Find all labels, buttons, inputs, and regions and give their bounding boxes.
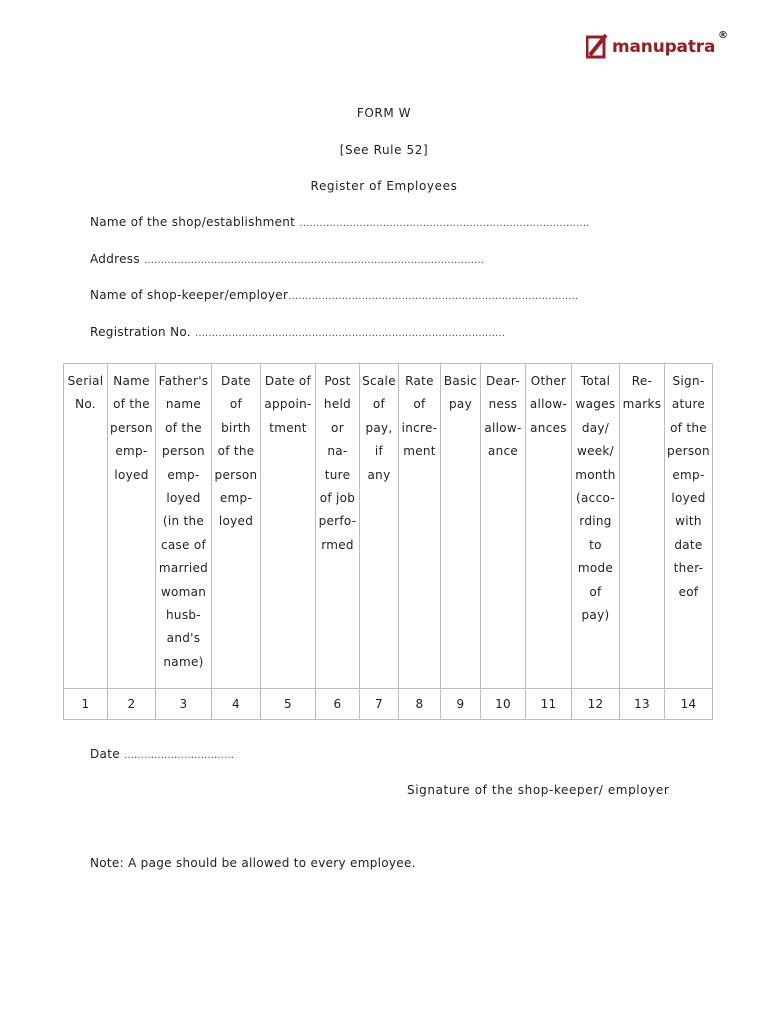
column-header-line: Total: [580, 374, 611, 388]
shop-name-field: [90, 215, 589, 229]
column-header-line: birth: [221, 420, 251, 435]
column-header-line: perfo-: [318, 514, 357, 529]
table-header-row: [64, 364, 713, 689]
column-header-line: No.: [75, 397, 96, 412]
registration-label: Registration No.: [90, 325, 191, 339]
column-header-line: woman: [160, 584, 207, 599]
column-number: 1: [64, 689, 108, 720]
date-field: [90, 747, 234, 761]
column-header-line: Father's: [158, 374, 209, 388]
column-header-line: marks: [622, 397, 662, 412]
column-header-line: of the: [113, 397, 150, 412]
column-header-line: (in the: [162, 514, 205, 529]
signature-line: Signature of the shop-keeper/ employer: [407, 783, 670, 797]
column-header-line: if: [374, 444, 384, 459]
column-header-line: person: [162, 444, 205, 459]
column-header-line: loyed: [671, 491, 706, 506]
column-header-line: emp-: [672, 467, 705, 482]
column-header-line: ment: [403, 444, 436, 459]
column-header-line: ances: [530, 420, 567, 435]
column-header-line: held: [323, 397, 352, 412]
column-header-line: Other: [530, 374, 567, 388]
column-header-line: of the: [670, 420, 707, 435]
column-header-line: Sign-: [672, 374, 705, 388]
manupatra-logo-icon: [586, 34, 608, 60]
column-header-line: eof: [678, 584, 699, 599]
column-header-line: emp-: [115, 444, 148, 459]
column-number: 5: [261, 689, 316, 720]
column-header-line: or: [331, 420, 344, 435]
column-header-line: loyed: [218, 514, 254, 529]
column-header-line: allow-: [484, 420, 522, 435]
column-header-line: of: [229, 397, 243, 412]
column-header-line: Dear-: [486, 374, 520, 388]
manupatra-logo: [586, 30, 728, 62]
column-header-line: to: [589, 537, 602, 552]
column-header-line: week/: [576, 444, 615, 459]
column-number-row: [64, 689, 713, 720]
column-header-line: of: [413, 397, 426, 412]
column-header-line: allow-: [529, 397, 568, 412]
column-header-line: rmed: [321, 537, 354, 552]
column-header: [620, 364, 665, 689]
column-header-line: husb-: [166, 608, 201, 623]
column-header-line: of: [372, 397, 386, 412]
address-label: Address: [90, 252, 140, 266]
column-header-line: pay,: [365, 420, 393, 435]
column-number: 12: [572, 689, 620, 720]
column-header: [360, 364, 399, 689]
column-header: [156, 364, 212, 689]
column-header-line: person: [110, 420, 153, 435]
date-dots: ……………………………: [124, 750, 235, 761]
column-header-line: name: [165, 397, 202, 412]
column-header-line: and's: [166, 631, 201, 646]
column-header-line: Re-: [631, 374, 653, 388]
column-header-line: ance: [487, 444, 519, 459]
column-header: [572, 364, 620, 689]
form-title: FORM W: [356, 106, 412, 120]
employer-dots: ……………………………………………………………………………: [288, 291, 579, 302]
employer-field: [90, 288, 578, 302]
column-header-line: wages: [575, 397, 616, 412]
column-header-line: of the: [217, 444, 255, 459]
shop-name-dots: ……………………………………………………………………………: [299, 218, 590, 229]
column-header-line: person: [667, 444, 710, 459]
column-header-line: loyed: [114, 467, 149, 482]
address-field: [90, 252, 484, 266]
column-header-line: name): [163, 654, 204, 669]
column-number: 14: [665, 689, 713, 720]
column-header-line: appoin-: [264, 397, 312, 412]
column-header-line: Date of: [264, 374, 312, 388]
column-header-line: month: [575, 467, 616, 482]
column-header-line: emp-: [167, 467, 200, 482]
column-header-line: any: [367, 467, 391, 482]
register-table: [63, 363, 713, 720]
column-header-line: ther-: [673, 561, 704, 576]
column-header-line: married: [158, 561, 209, 576]
column-number: 13: [620, 689, 665, 720]
column-header: [399, 364, 441, 689]
column-header: [212, 364, 261, 689]
column-header-line: incre-: [401, 420, 438, 435]
column-header: [665, 364, 713, 689]
address-dots: …………………………………………………………………………………………: [144, 255, 485, 266]
column-header-line: Serial: [67, 374, 104, 388]
column-header-line: with: [675, 514, 702, 529]
rule-reference: [See Rule 52]: [339, 143, 429, 157]
column-header-line: case of: [160, 537, 207, 552]
logo-text: manupatra: [612, 37, 716, 57]
column-number: 11: [526, 689, 572, 720]
column-header-line: ness: [488, 397, 518, 412]
column-header-line: day/: [581, 420, 610, 435]
column-header: [261, 364, 316, 689]
note-text: Note: A page should be allowed to every employee.: [90, 856, 416, 870]
registration-field: [90, 325, 505, 339]
column-header: [108, 364, 156, 689]
column-number: 6: [316, 689, 360, 720]
column-number: 10: [481, 689, 526, 720]
column-header-line: Scale: [362, 374, 396, 388]
column-header: [481, 364, 526, 689]
column-header-line: Rate: [405, 374, 434, 388]
column-header: [64, 364, 108, 689]
column-header-line: of job: [319, 491, 356, 506]
column-header-line: date: [674, 537, 703, 552]
registration-dots: …………………………………………………………………………………: [195, 328, 506, 339]
employer-label: Name of shop-keeper/employer: [90, 288, 289, 302]
date-label: Date: [90, 747, 120, 761]
column-number: 2: [108, 689, 156, 720]
column-header-line: pay): [581, 608, 610, 623]
column-header-line: ture: [324, 467, 351, 482]
column-header-line: pay: [449, 397, 472, 412]
column-number: 4: [212, 689, 261, 720]
column-header-line: tment: [269, 420, 307, 435]
column-header-line: person: [214, 467, 258, 482]
column-header-line: emp-: [219, 491, 253, 506]
column-header: [441, 364, 481, 689]
column-header-line: rding: [579, 514, 612, 529]
column-header-line: ature: [671, 397, 706, 412]
column-number: 9: [441, 689, 481, 720]
column-header-line: mode: [577, 561, 614, 576]
register-title: Register of Employees: [310, 179, 458, 193]
registered-mark: ®: [718, 30, 728, 41]
column-header: [316, 364, 360, 689]
column-header: [526, 364, 572, 689]
column-header-line: na-: [327, 444, 348, 459]
column-header-line: Basic: [443, 374, 478, 388]
column-header-line: Date: [221, 374, 251, 388]
column-number: 7: [360, 689, 399, 720]
column-number: 3: [156, 689, 212, 720]
column-header-line: of: [589, 584, 602, 599]
column-header-line: of the: [165, 420, 202, 435]
shop-name-label: Name of the shop/establishment: [90, 215, 296, 229]
column-number: 8: [399, 689, 441, 720]
column-header-line: (acco-: [576, 491, 615, 506]
column-header-line: Name: [113, 374, 150, 388]
column-header-line: loyed: [166, 491, 201, 506]
column-header-line: Post: [324, 374, 351, 388]
